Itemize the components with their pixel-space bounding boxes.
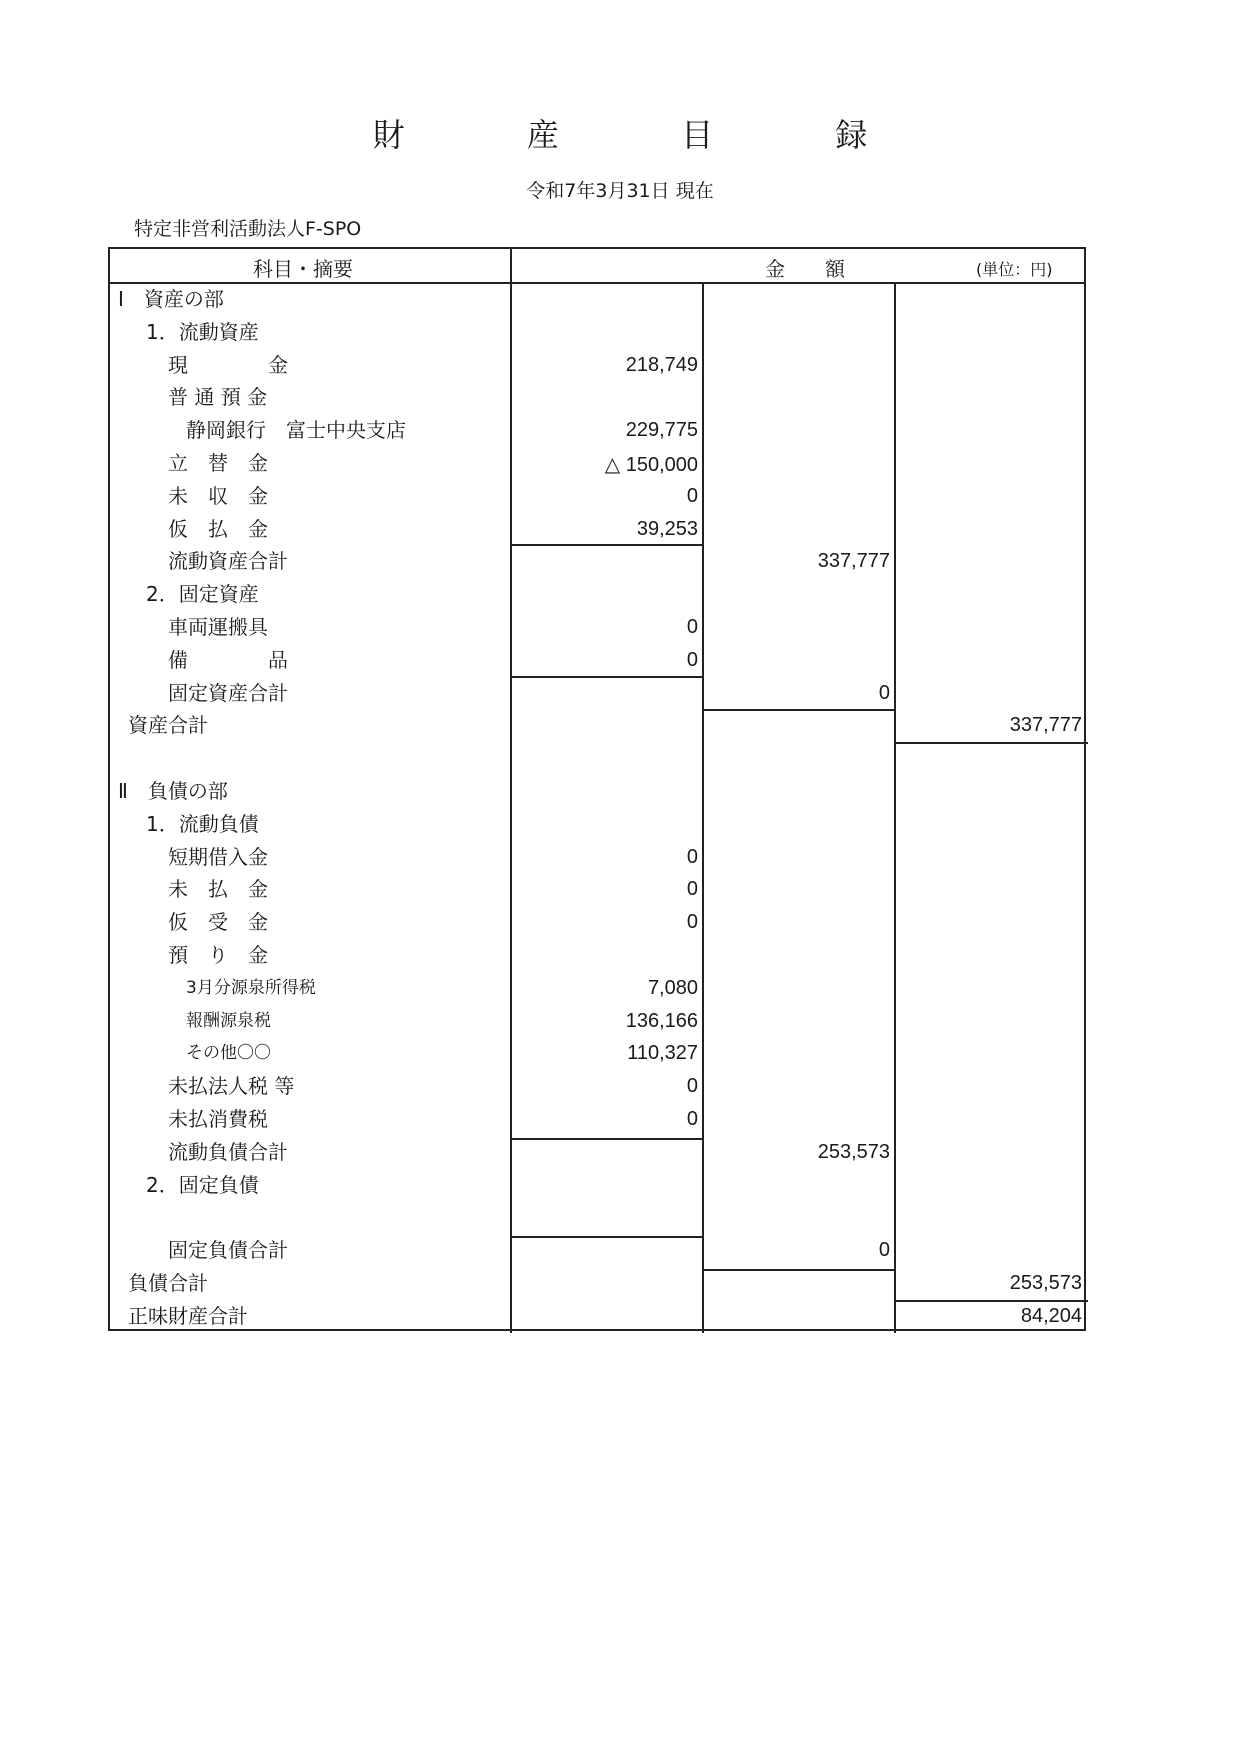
amount-c1: 0 bbox=[686, 845, 698, 868]
row-label: 仮 払 金 bbox=[168, 516, 268, 541]
row-label: 預 り 金 bbox=[168, 943, 268, 967]
document-date: 令和7年3月31日 現在 bbox=[526, 180, 714, 202]
item-column-divider bbox=[510, 249, 512, 1333]
asset-inventory-table bbox=[108, 247, 1086, 1331]
amount-col1-divider bbox=[702, 282, 704, 1333]
amount-c3: 84,204 bbox=[1020, 1304, 1082, 1327]
amount-c1: 0 bbox=[686, 911, 698, 934]
row-label: 未払法人税 等 bbox=[168, 1074, 295, 1099]
row-label: 固定資産合計 bbox=[168, 680, 288, 705]
document-title: 財 産 目 録 bbox=[372, 116, 924, 154]
row-label: 短期借入金 bbox=[168, 844, 268, 869]
amount-c3: 253,573 bbox=[1009, 1272, 1082, 1294]
amount-c1: 0 bbox=[686, 616, 698, 638]
amount-c1: 110,327 bbox=[627, 1042, 698, 1065]
row-label: 車両運搬具 bbox=[168, 615, 268, 639]
amount-c1: 0 bbox=[686, 878, 698, 901]
organization-name: 特定非営利活動法人F-SPO bbox=[134, 218, 362, 240]
current-liabilities-rule bbox=[510, 1138, 703, 1140]
fixed-assets-rule bbox=[510, 676, 703, 678]
liabilities-subtotal-rule bbox=[702, 1269, 895, 1271]
amount-c1: △ 150,000 bbox=[604, 454, 698, 476]
row-label: 静岡銀行 富士中央支店 bbox=[186, 418, 406, 443]
row-label: 固定負債合計 bbox=[168, 1238, 288, 1263]
row-label: 普 通 預 金 bbox=[168, 385, 268, 410]
row-label: Ⅰ 資産の部 bbox=[118, 287, 224, 311]
amount-c1: 0 bbox=[686, 1108, 698, 1130]
row-label: 流動資産合計 bbox=[168, 549, 288, 574]
row-label: 1．流動資産 bbox=[146, 319, 259, 344]
amount-col2-divider bbox=[894, 282, 896, 1333]
row-label: 2．固定負債 bbox=[146, 1172, 259, 1197]
fixed-liabilities-rule bbox=[510, 1236, 703, 1238]
row-label: 正味財産合計 bbox=[128, 1303, 248, 1328]
row-label: 未払消費税 bbox=[168, 1107, 268, 1131]
amount-column-header: 金 額 bbox=[765, 257, 845, 281]
assets-subtotal-rule bbox=[702, 709, 895, 711]
assets-total-rule bbox=[894, 742, 1088, 744]
row-label: 2．固定資産 bbox=[146, 582, 259, 607]
row-label: 未 収 金 bbox=[168, 483, 268, 508]
amount-c3: 337,777 bbox=[1009, 714, 1082, 737]
row-label: 立 替 金 bbox=[168, 451, 268, 475]
row-label: 現 金 bbox=[168, 352, 288, 377]
item-column-header: 科目・摘要 bbox=[253, 257, 353, 281]
amount-c1: 0 bbox=[686, 1075, 698, 1098]
unit-label: (単位：円) bbox=[976, 260, 1053, 279]
row-label: 未 払 金 bbox=[168, 877, 268, 902]
row-label: 3月分源泉所得税 bbox=[186, 977, 316, 998]
amount-c2: 0 bbox=[878, 1239, 890, 1262]
amount-c1: 7,080 bbox=[647, 976, 698, 999]
row-label: Ⅱ 負債の部 bbox=[118, 779, 228, 803]
row-label: 1．流動負債 bbox=[146, 811, 259, 836]
row-label: 備 品 bbox=[168, 647, 288, 672]
amount-c1: 0 bbox=[686, 648, 698, 671]
amount-c1: 136,166 bbox=[625, 1009, 698, 1032]
current-assets-rule bbox=[510, 544, 703, 546]
amount-c2: 253,573 bbox=[817, 1140, 890, 1163]
amount-c2: 337,777 bbox=[817, 550, 890, 573]
row-label: 資産合計 bbox=[128, 713, 208, 738]
liabilities-total-rule bbox=[894, 1300, 1088, 1302]
row-label: 仮 受 金 bbox=[168, 910, 268, 935]
header-divider bbox=[110, 282, 1084, 284]
amount-c2: 0 bbox=[878, 681, 890, 704]
row-label: その他〇〇 bbox=[186, 1043, 271, 1064]
amount-c1: 229,775 bbox=[625, 419, 698, 442]
amount-c1: 39,253 bbox=[636, 517, 698, 540]
row-label: 報酬源泉税 bbox=[186, 1010, 271, 1031]
row-label: 流動負債合計 bbox=[168, 1139, 288, 1164]
amount-c1: 218,749 bbox=[625, 353, 698, 376]
row-label: 負債合計 bbox=[128, 1271, 208, 1295]
amount-c1: 0 bbox=[686, 484, 698, 507]
